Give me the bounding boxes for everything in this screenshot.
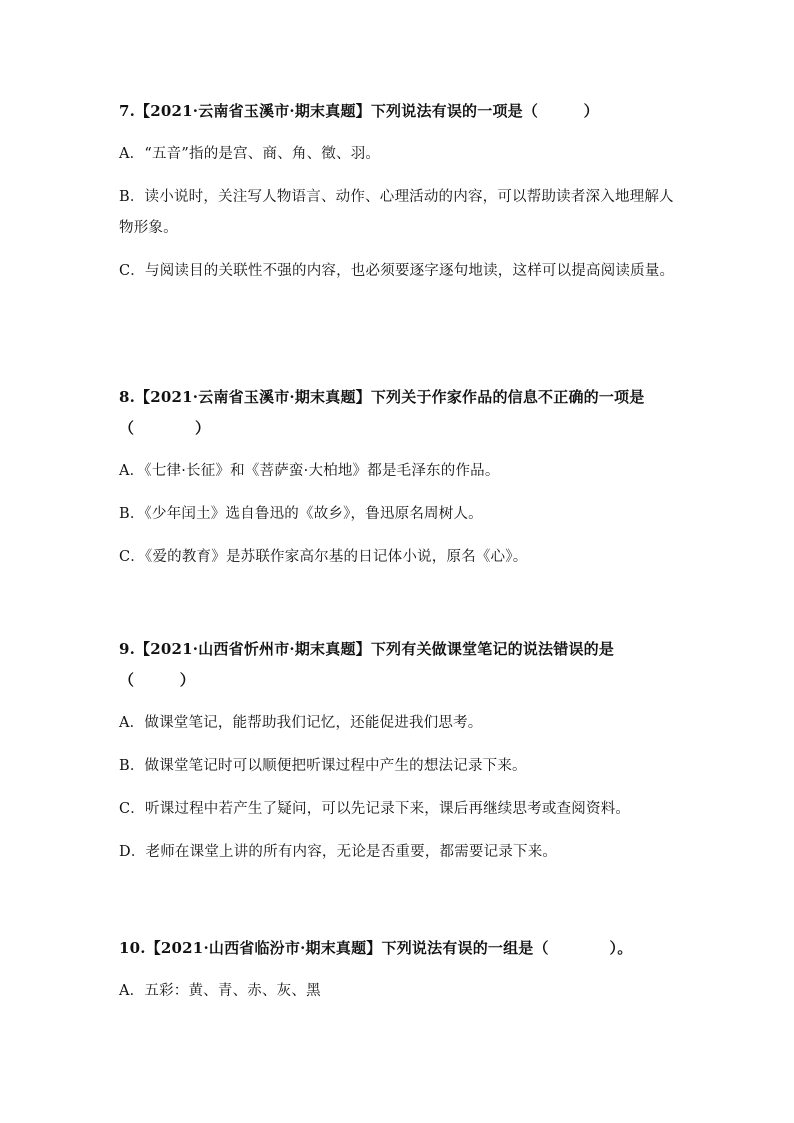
question-title: 10.【2021·山西省临汾市·期末真题】下列说法有误的一组是（ ）。 [119, 939, 633, 957]
option-a: A．五彩：黄、青、赤、灰、黑 [119, 983, 321, 999]
option-c: C．与阅读目的关联性不强的内容，也必须要逐字逐句地读，这样可以提高阅读质量。 [119, 263, 675, 279]
question-title: 8.【2021·云南省玉溪市·期末真题】下列关于作家作品的信息不正确的一项是（ ） [119, 388, 645, 437]
option-b: B．读小说时，关注写人物语言、动作、心理活动的内容，可以帮助读者深入地理解人物形象。 [119, 189, 674, 236]
option-c: C．听课过程中若产生了疑问，可以先记录下来，课后再继续思考或查阅资料。 [119, 801, 631, 817]
option-d: D．老师在课堂上讲的所有内容，无论是否重要，都需要记录下来。 [119, 844, 558, 860]
option-b: B．做课堂笔记时可以顺便把听课过程中产生的想法记录下来。 [119, 758, 527, 774]
option-a: A．“五音”指的是宫、商、角、徵、羽。 [119, 146, 381, 162]
option-c: C．《爱的教育》是苏联作家高尔基的日记体小说，原名《心》。 [119, 549, 528, 565]
question-10 [119, 933, 679, 1007]
question-9 [119, 634, 679, 868]
option-a: A．做课堂笔记，能帮助我们记忆，还能促进我们思考。 [119, 715, 483, 731]
option-a: A．《七律·长征》和《菩萨蛮·大柏地》都是毛泽东的作品。 [119, 463, 500, 479]
question-8 [119, 382, 679, 573]
question-title: 9.【2021·山西省忻州市·期末真题】下列有关做课堂笔记的说法错误的是（ ） [119, 640, 615, 689]
option-b: B．《少年闰土》选自鲁迅的《故乡》，鲁迅原名周树人。 [119, 506, 483, 522]
question-7 [119, 96, 679, 287]
question-title: 7.【2021·云南省玉溪市·期末真题】下列说法有误的一项是（ ） [119, 102, 599, 120]
